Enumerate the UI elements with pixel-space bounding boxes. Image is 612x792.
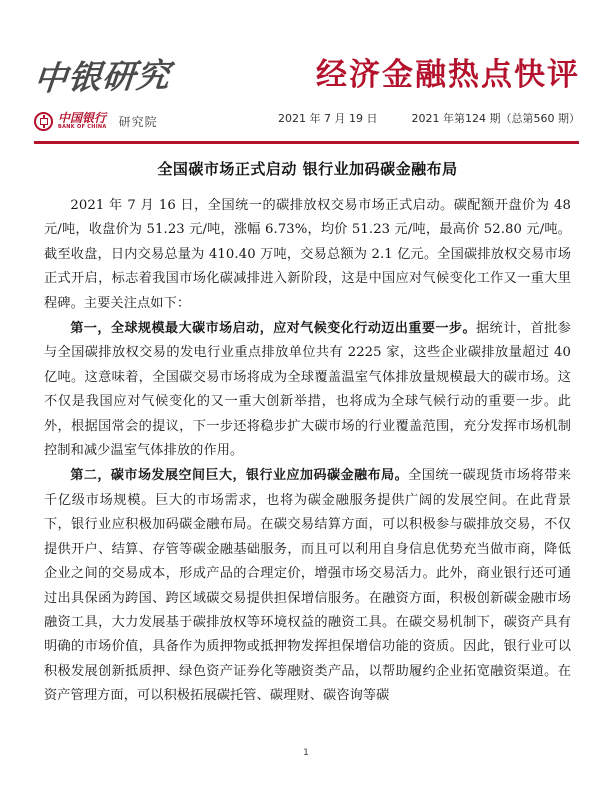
article-title: 全国碳市场正式启动 银行业加码碳金融布局 (157, 160, 458, 178)
masthead (0, 46, 612, 144)
bank-of-china-logo-icon (34, 112, 53, 131)
paragraph-text: 全国统一碳现货市场将带来千亿级市场规模。巨大的市场需求，也将为碳金融服务提供广阔的发展空间。在此背景下，银行业应积极加码碳金融布局。在碳交易结算方面，可以积极参与碳排放交易，不仅提供开户、结算、存管等碳金融基础服务，而且可以利用自身信息优势充当做市商，降低企业之间的交易成本，形成产品的合理定价，增强市场交易活力。此外，商业银行还可通过出具保函为跨国、跨区域碳交易提供担保增信服务。在融资方面，积极创新碳金融市场融资工具，大力发展基于碳排放权等环境权益的融资工具。在碳交易机制下，碳资产具有明确的市场价值，具备作为质押物或抵押物发挥担保增信功能的资质。因此，银行业可以积极发展创新抵质押、绿色资产证券化等融资类产品，以帮助履约企业拓宽融资渠道。在资产管理方面，可以积极拓展碳托管、碳理财、碳咨询等碳 (44, 468, 571, 704)
masthead-divider (34, 141, 579, 144)
bank-of-china-logo-row (34, 108, 158, 134)
page-number: 1 (303, 748, 309, 758)
bank-name-en: BANK OF CHINA (58, 123, 107, 130)
paragraph-text: 2021 年 7 月 16 日，全国统一的碳排放权交易市场正式启动。碳配额开盘价为 48 元/吨，收盘价为 51.23 元/吨，涨幅 6.73%，均价 51.23 元/吨，最高价 52.80 元/吨。截至收盘，日内交易总量为 410.40 万吨，交易总额为 2.1 亿元。全国碳排放权交易市场正式开启，标志着我国市场化碳减排进入新阶段，这是中国应对气候变化工作又一重大里程碑。主要关注点如下： (44, 198, 571, 311)
paragraph (44, 194, 571, 316)
paragraph (44, 464, 571, 708)
article-body (44, 158, 571, 709)
institute-label: 研究院 (118, 114, 158, 129)
issue-number: 2021 年第124 期（总第560 期） (411, 112, 580, 125)
brand-script-logo: 中银研究 (32, 55, 173, 98)
publication-title: 经济金融热点快评 (316, 57, 580, 93)
bank-name-cn: 中国银行 (58, 110, 107, 125)
issue-info (278, 110, 580, 126)
paragraph-text: 据统计，首批参与全国碳排放权交易的发电行业重点排放单位共有 2225 家，这些企业碳排放量超过 40 亿吨。这意味着，全国碳交易市场将成为全球覆盖温室气体排放量规模最大的碳市场。这不仅是我国应对气候变化的又一重大创新举措，也将成为全球气候行动的重要一步。此外，根据国常会的提议，下一步还将稳步扩大碳市场的行业覆盖范围，充分发挥市场机制控制和减少温室气体排放的作用。 (44, 321, 571, 459)
paragraph-lead: 第二，碳市场发展空间巨大，银行业应加码碳金融布局。 (70, 468, 409, 484)
issue-date: 2021 年 7 月 19 日 (278, 112, 378, 125)
bank-of-china-wordmark (58, 112, 107, 131)
paragraph (44, 317, 571, 463)
paragraph-lead: 第一，全球规模最大碳市场启动，应对气候变化行动迈出重要一步。 (70, 321, 477, 337)
